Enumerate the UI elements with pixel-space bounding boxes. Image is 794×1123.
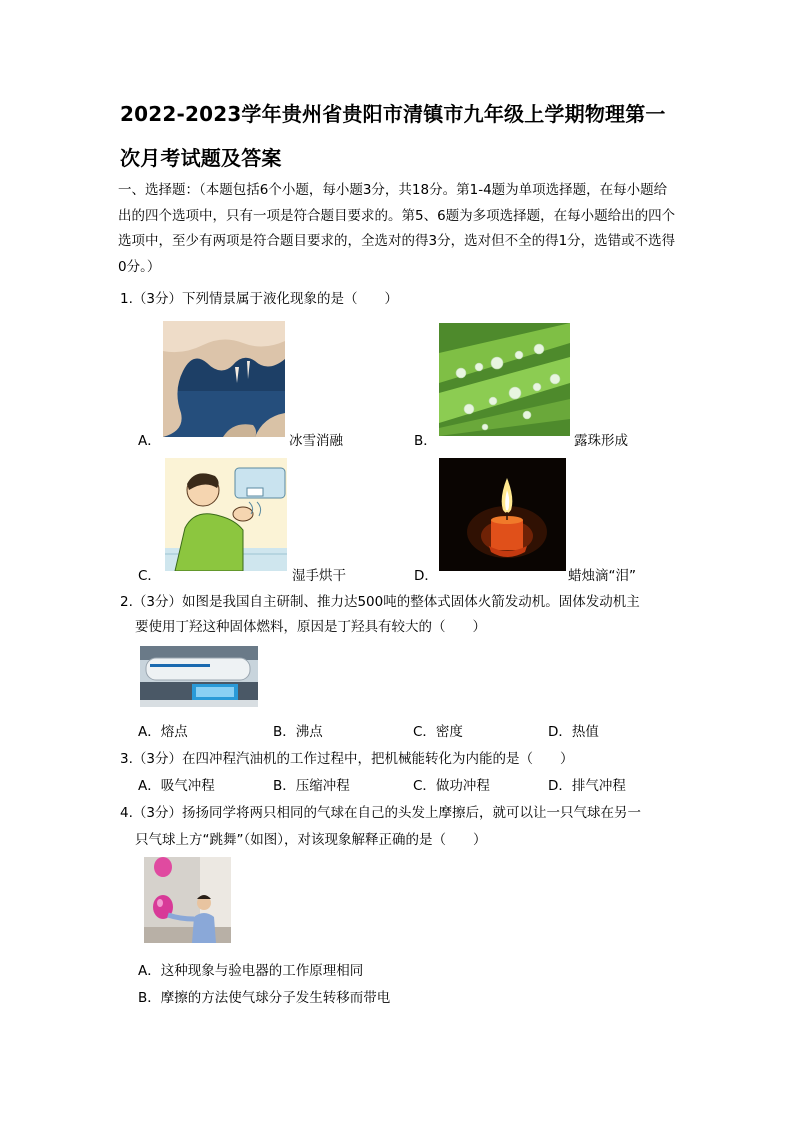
document-title-line1: 2022-2023学年贵州省贵阳市清镇市九年级上学期物理第一: [120, 102, 666, 126]
q4-option-b: B．摩擦的方法使气球分子发生转移而带电: [138, 990, 391, 1006]
q3-option-b: B．压缩冲程: [273, 778, 350, 794]
rocket-engine-image: [140, 646, 258, 707]
document-title-line2: 次月考试题及答案: [120, 146, 282, 170]
q1-option-c-text: 湿手烘干: [292, 568, 346, 584]
q3-option-d: D．排气冲程: [548, 778, 626, 794]
ice-melting-image: [163, 321, 285, 437]
q3-option-a: A．吸气冲程: [138, 778, 215, 794]
candle-image: [439, 458, 566, 571]
q1-option-c-letter: C．: [138, 568, 161, 584]
q2-option-b: B．沸点: [273, 724, 323, 740]
section-intro: 一、选择题：（本题包括6个小题，每小题3分，共18分。第1-4题为单项选择题，在每小题给出的四个选项中，只有一项是符合题目要求的。第5、6题为多项选择题，在每小题给出的四个选项中，至少有两项是符合题目要求的，全选对的得3分，选对但不全的得1分，选错或不选得0分。）: [118, 182, 676, 275]
hand-dryer-image: [165, 458, 287, 571]
q4-stem-line1: 4.（3分）扬扬同学将两只相同的气球在自己的头发上摩擦后，就可以让一只气球在另一: [120, 805, 641, 821]
q1-stem: 1.（3分）下列情景属于液化现象的是（ ）: [120, 291, 398, 307]
q2-stem-line2: 要使用丁羟这种固体燃料，原因是丁羟具有较大的（ ）: [135, 619, 486, 635]
q4-stem-line2: 只气球上方“跳舞”（如图），对该现象解释正确的是（ ）: [135, 832, 487, 848]
q1-option-a-text: 冰雪消融: [289, 433, 343, 449]
q1-option-a-letter: A．: [138, 433, 161, 449]
balloons-photo: [144, 857, 231, 943]
q3-stem: 3.（3分）在四冲程汽油机的工作过程中，把机械能转化为内能的是（ ）: [120, 751, 574, 767]
q1-option-d-text: 蜡烛滴“泪”: [568, 568, 636, 584]
dew-drops-image: [439, 323, 570, 436]
q1-option-d-letter: D．: [414, 568, 438, 584]
q2-option-a: A．熔点: [138, 724, 188, 740]
q2-option-d: D．热值: [548, 724, 599, 740]
q1-option-b-text: 露珠形成: [574, 433, 628, 449]
q1-option-b-letter: B．: [414, 433, 437, 449]
q2-stem-line1: 2.（3分）如图是我国自主研制、推力达500吨的整体式固体火箭发动机。固体发动机主: [120, 594, 640, 610]
q4-option-a: A．这种现象与验电器的工作原理相同: [138, 963, 364, 979]
q3-option-c: C．做功冲程: [413, 778, 490, 794]
q2-option-c: C．密度: [413, 724, 463, 740]
